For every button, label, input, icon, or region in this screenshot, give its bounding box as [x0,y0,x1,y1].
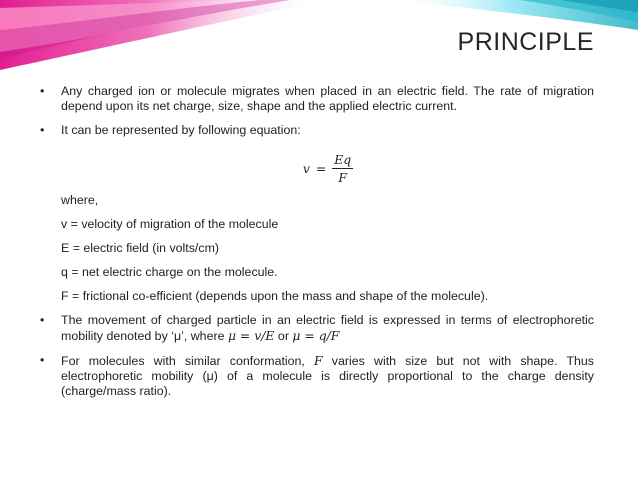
bullet-dot: • [40,353,45,367]
bullet-dot: • [40,123,45,137]
frictional-symbol: F [314,353,323,368]
mobility-formula-1: μ = v/E [227,328,275,343]
bullet-dot: • [40,84,45,98]
bullet-text-continued: varies with size but not with shape. Thus electrophoretic mobility (μ) of a molecule is directly proportional to the charge density (charge/mass ratio). [61,354,594,398]
bullet-text-or: or [274,329,293,343]
bullet-text: It can be represented by following equation: [61,123,301,137]
bullet-equation-intro [40,123,594,138]
bullet-dot: • [40,313,45,327]
bullet-text: For molecules with similar conformation, [61,354,315,368]
equation-numerator: Eq [334,152,352,167]
definition-v: v = velocity of migration of the molecule [61,217,279,231]
bullet-migration [40,84,594,114]
equation-equals: = [315,161,327,176]
definition-where: where, [61,193,99,207]
bullet-text: Any charged ion or molecule migrates when placed in an electric field. The rate of migration depend upon its net charge, size, shape and the applied electric current. [61,84,594,113]
velocity-equation [62,152,594,185]
definition-q: q = net electric charge on the molecule. [61,265,278,279]
slide-content [40,84,594,408]
equation-denominator: F [338,170,347,185]
bullet-mobility [40,313,594,344]
definition-f: F = frictional co-efficient (depends upon the mass and shape of the molecule). [61,289,489,303]
equation-lhs: v [302,161,310,176]
definition-e: E = electric field (in volts/cm) [61,241,220,255]
bullet-conformation [40,353,594,399]
mobility-formula-2: μ = q/F [292,328,340,343]
equation-fraction [332,152,353,185]
slide-title: PRINCIPLE [457,28,594,56]
bullet-text: The movement of charged particle in an electric field is expressed in terms of electrophoretic mobility denoted by ‘μ’, where [61,313,594,343]
